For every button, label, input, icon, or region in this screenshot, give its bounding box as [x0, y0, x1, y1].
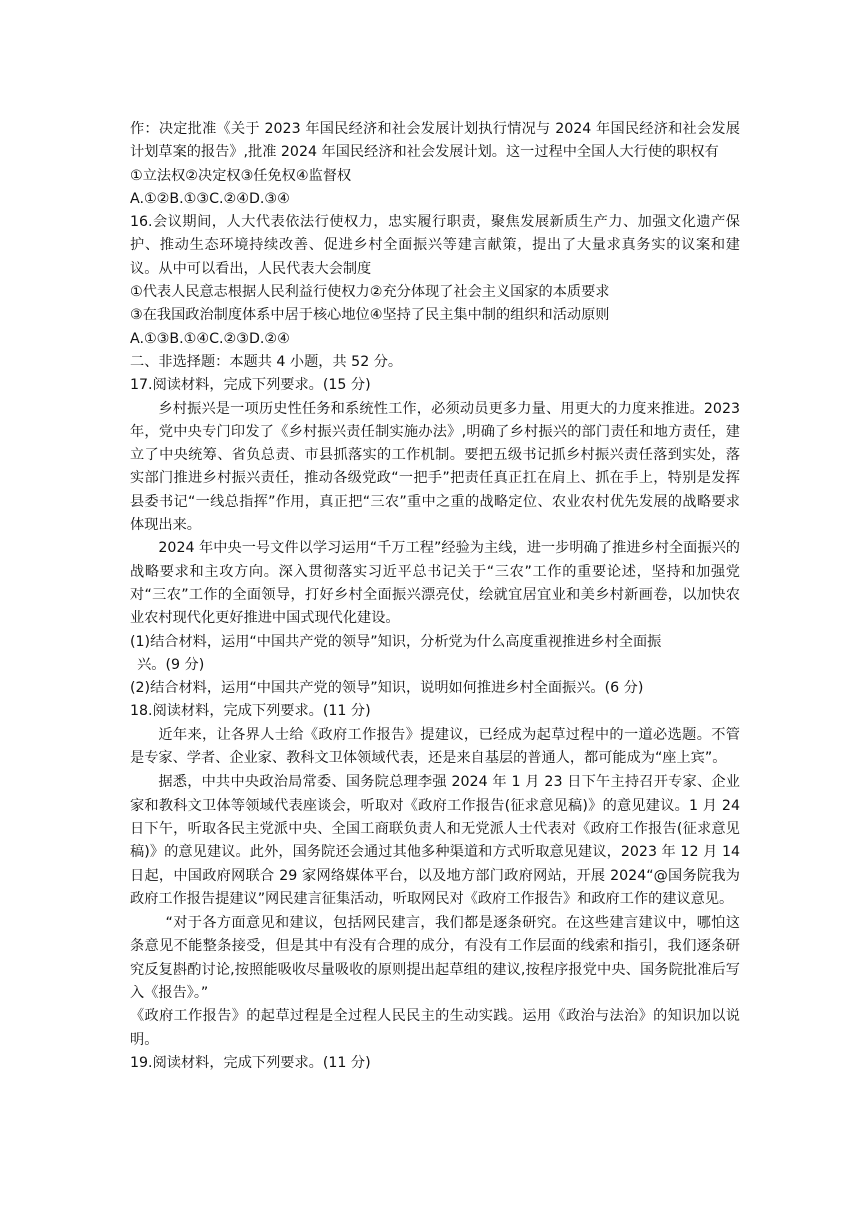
q16-items-line-1: ①代表人民意志根据人民利益行使权力②充分体现了社会主义国家的本质要求	[130, 284, 610, 301]
q17-sub2: (2)结合材料，运用“中国共产党的领导”知识，说明如何推进乡村全面振兴。(6 分)	[130, 680, 644, 697]
q18-paragraph-3: “对于各方面意见和建议，包括网民建言，我们都是逐条研究。在这些建言建议中，哪怕这条意见不能整条接受，但是其中有没有合理的成分，有没有工作层面的线索和指引，我们逐条研究反复斟酌讨论,按照能吸收尽量吸收的原则提出起草组的建议,按程序报党中央、国务院批准后写入《报告》。”	[130, 915, 740, 1001]
q15-options: A.①②B.①③C.②④D.③④	[130, 190, 290, 207]
page-content	[130, 118, 740, 1075]
q18-paragraph-1: 近年来，让各界人士给《政府工作报告》提建议，已经成为起草过程中的一道必选题。不管是专家、学者、企业家、教科文卫体领域代表，还是来自基层的普通人，都可能成为“座上宾”。	[130, 726, 740, 767]
q18-question: 《政府工作报告》的起草过程是全过程人民民主的生动实践。运用《政治与法治》的知识加以说明。	[130, 1008, 740, 1048]
q15-items: ①立法权②决定权③任免权④监督权	[130, 167, 352, 184]
q17-paragraph-2: 2024 年中央一号文件以学习运用“千万工程”经验为主线，进一步明确了推进乡村全面振兴的战略要求和主攻方向。深入贯彻落实习近平总书记关于“三农”工作的重要论述，坚持和加强党对“三农”工作的全面领导，打好乡村全面振兴漂亮仗，绘就宜居宜业和美乡村新画卷，以加快农业农村现代化更好推进中国式现代化建设。	[130, 540, 740, 627]
q17-sub1-line-2: 兴。(9 分)	[137, 656, 205, 673]
q15-stem-tail: 作：决定批准《关于 2023 年国民经济和社会发展计划执行情况与 2024 年国民经济和社会发展计划草案的报告》,批准 2024 年国民经济和社会发展计划。这一过程中全国人大行使的职权有	[130, 121, 740, 161]
q17-title: 17.阅读材料，完成下列要求。(15 分)	[130, 377, 371, 394]
q19-title: 19.阅读材料，完成下列要求。(11 分)	[130, 1054, 371, 1071]
q17-paragraph-1: 乡村振兴是一项历史性任务和系统性工作，必须动员更多力量、用更大的力度来推进。2023 年，党中央专门印发了《乡村振兴责任制实施办法》,明确了乡村振兴的部门责任和地方责任，建立了中央统筹、省负总责、市县抓落实的工作机制。要把五级书记抓乡村振兴责任落到实处，落实部门推进乡村振兴责任，推动各级党政“一把手”把责任真正扛在肩上、抓在手上，特别是发挥县委书记“一线总指挥”作用，真正把“三农”重中之重的战略定位、农业农村优先发展的战略要求体现出来。	[130, 400, 740, 534]
section-2-heading: 二、非选择题：本题共 4 小题，共 52 分。	[130, 353, 403, 370]
q16-stem: 16.会议期间，人大代表依法行使权力，忠实履行职责，聚焦发展新质生产力、加强文化遗产保护、推动生态环境持续改善、促进乡村全面振兴等建言献策，提出了大量求真务实的议案和建议。从中可以看出，人民代表大会制度	[130, 214, 740, 277]
q16-options: A.①③B.①④C.②③D.②④	[130, 330, 290, 347]
q18-title: 18.阅读材料，完成下列要求。(11 分)	[130, 703, 371, 720]
q17-sub1-line-1: (1)结合材料，运用“中国共产党的领导”知识，分析党为什么高度重视推进乡村全面振	[130, 633, 662, 650]
q18-paragraph-2: 据悉，中共中央政治局常委、国务院总理李强 2024 年 1 月 23 日下午主持召开专家、企业家和教科文卫体等领域代表座谈会，听取对《政府工作报告(征求意见稿)》的意见建议。1 月 24 日下午，听取各民主党派中央、全国工商联负责人和无党派人士代表对《政府工作报告(征求意见稿)》的意见建议。此外，国务院还会通过其他多种渠道和方式听取意见建议，2023 年 12 月 14 日起，中国政府网联合 29 家网络媒体平台，以及地方部门政府网站，开展 2024“@国务院我为政府工作报告提建议”网民建言征集活动，听取网民对《政府工作报告》和政府工作的建议意见。	[130, 774, 740, 907]
q16-items-line-2: ③在我国政治制度体系中居于核心地位④坚持了民主集中制的组织和活动原则	[130, 307, 610, 324]
